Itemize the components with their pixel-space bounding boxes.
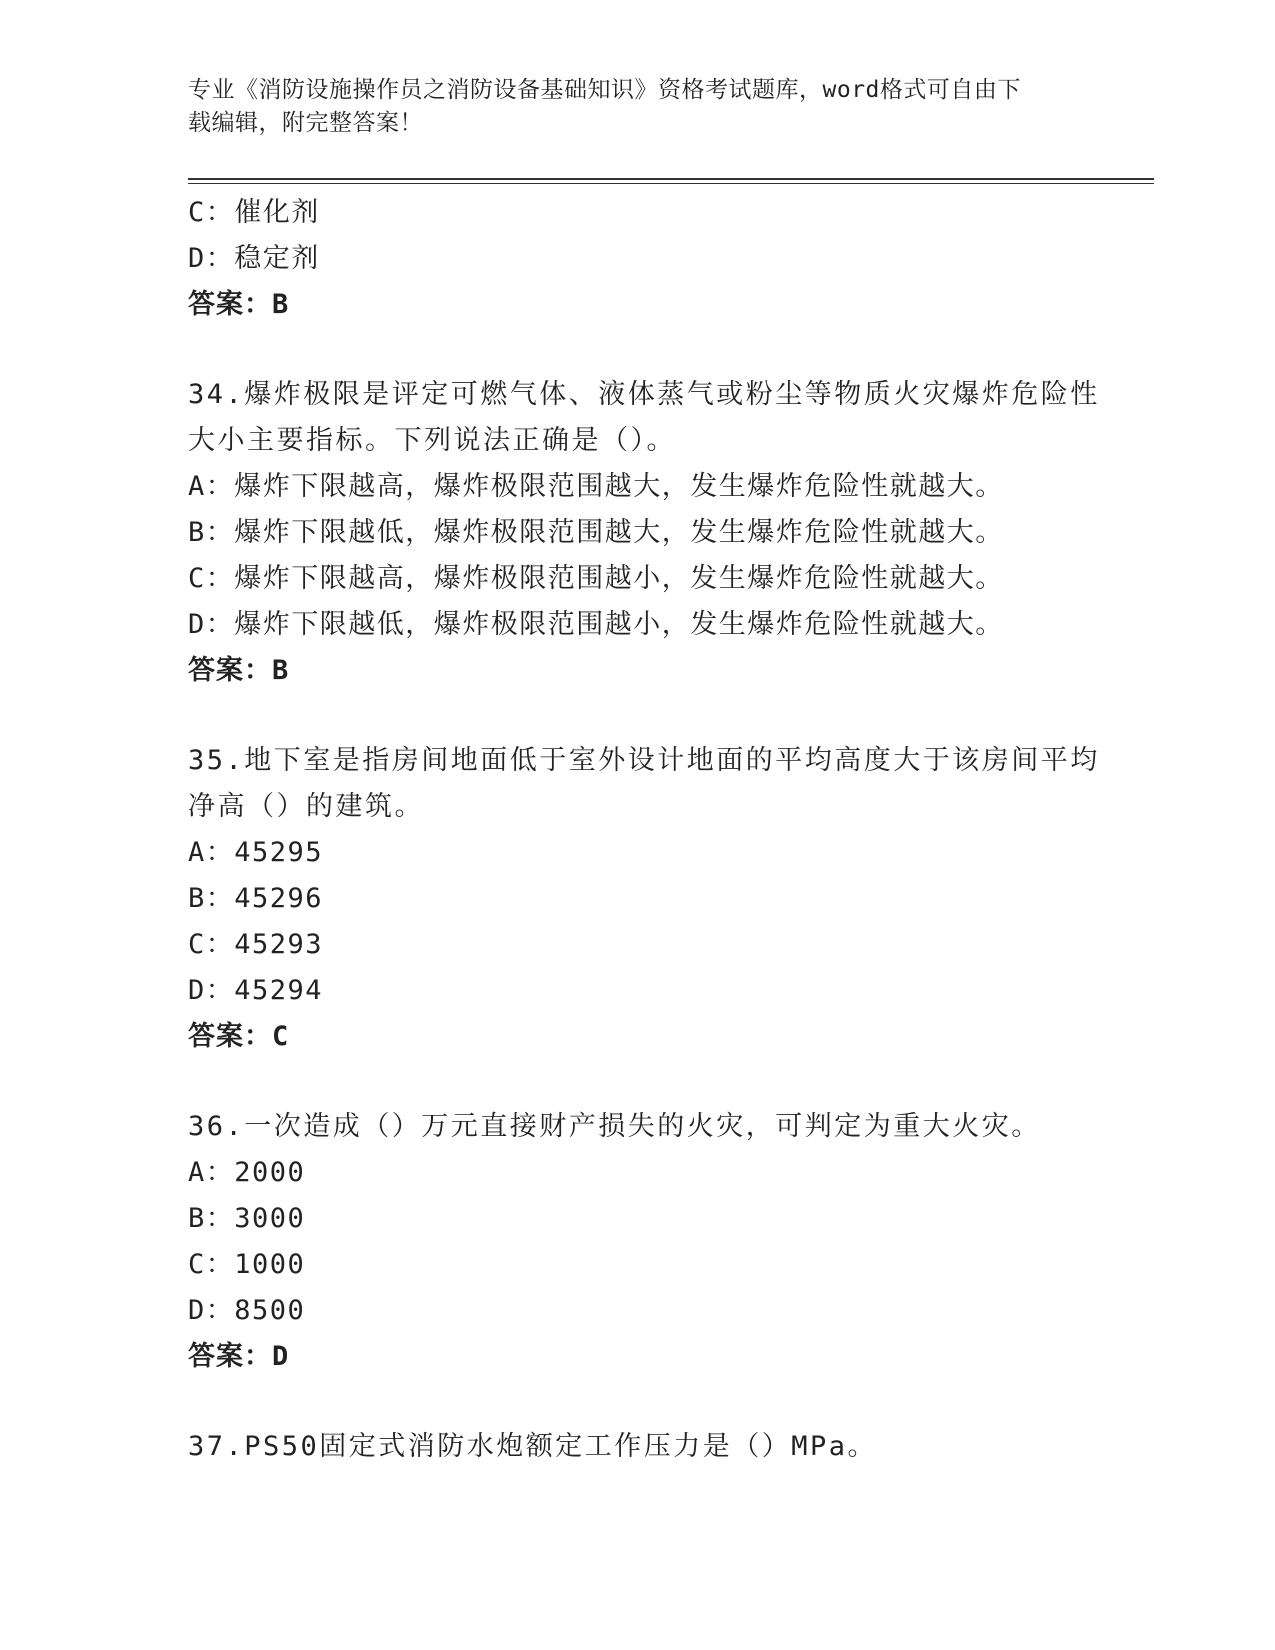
question-stem: 大小主要指标。下列说法正确是（）。: [188, 425, 676, 456]
option-a: A：爆炸下限越高，爆炸极限范围越大，发生爆炸危险性就越大。: [188, 471, 1004, 502]
question-stem: 34.爆炸极限是评定可燃气体、液体蒸气或粉尘等物质火灾爆炸危险性: [188, 379, 1100, 410]
answer: 答案：C: [188, 1021, 290, 1052]
answer: 答案：B: [188, 655, 290, 686]
option-d: D：稳定剂: [188, 243, 320, 274]
question-37: [188, 1424, 1088, 1470]
question-stem: 37.PS50固定式消防水炮额定工作压力是（）MPa。: [188, 1431, 878, 1462]
option-b: B：3000: [188, 1203, 306, 1234]
question-36: [188, 1104, 1088, 1380]
question-stem: 35.地下室是指房间地面低于室外设计地面的平均高度大于该房间平均: [188, 745, 1100, 776]
header-line-1: 专业《消防设施操作员之消防设备基础知识》资格考试题库，word格式可自由下: [188, 77, 1021, 103]
answer: 答案：B: [188, 289, 290, 320]
question-35: [188, 738, 1100, 1060]
question-stem: 36.一次造成（）万元直接财产损失的火灾，可判定为重大火灾。: [188, 1111, 1041, 1142]
option-a: A：2000: [188, 1157, 306, 1188]
header-divider-thin: [188, 183, 1154, 184]
option-c: C：1000: [188, 1249, 306, 1280]
page-header: [188, 74, 1088, 140]
option-c: C：45293: [188, 929, 324, 960]
option-b: B：45296: [188, 883, 324, 914]
answer: 答案：D: [188, 1341, 290, 1372]
option-c: C：催化剂: [188, 197, 320, 228]
question-33-tail: [188, 190, 1088, 328]
question-stem: 净高（）的建筑。: [188, 791, 424, 822]
option-d: D：爆炸下限越低，爆炸极限范围越小，发生爆炸危险性就越大。: [188, 609, 1004, 640]
header-line-2: 载编辑，附完整答案！: [188, 110, 423, 136]
header-divider-thick: [188, 178, 1154, 180]
question-list: [188, 190, 1100, 1470]
option-d: D：45294: [188, 975, 324, 1006]
option-d: D：8500: [188, 1295, 306, 1326]
option-b: B：爆炸下限越低，爆炸极限范围越大，发生爆炸危险性就越大。: [188, 517, 1004, 548]
question-34: [188, 372, 1100, 694]
option-c: C：爆炸下限越高，爆炸极限范围越小，发生爆炸危险性就越大。: [188, 563, 1004, 594]
option-a: A：45295: [188, 837, 324, 868]
